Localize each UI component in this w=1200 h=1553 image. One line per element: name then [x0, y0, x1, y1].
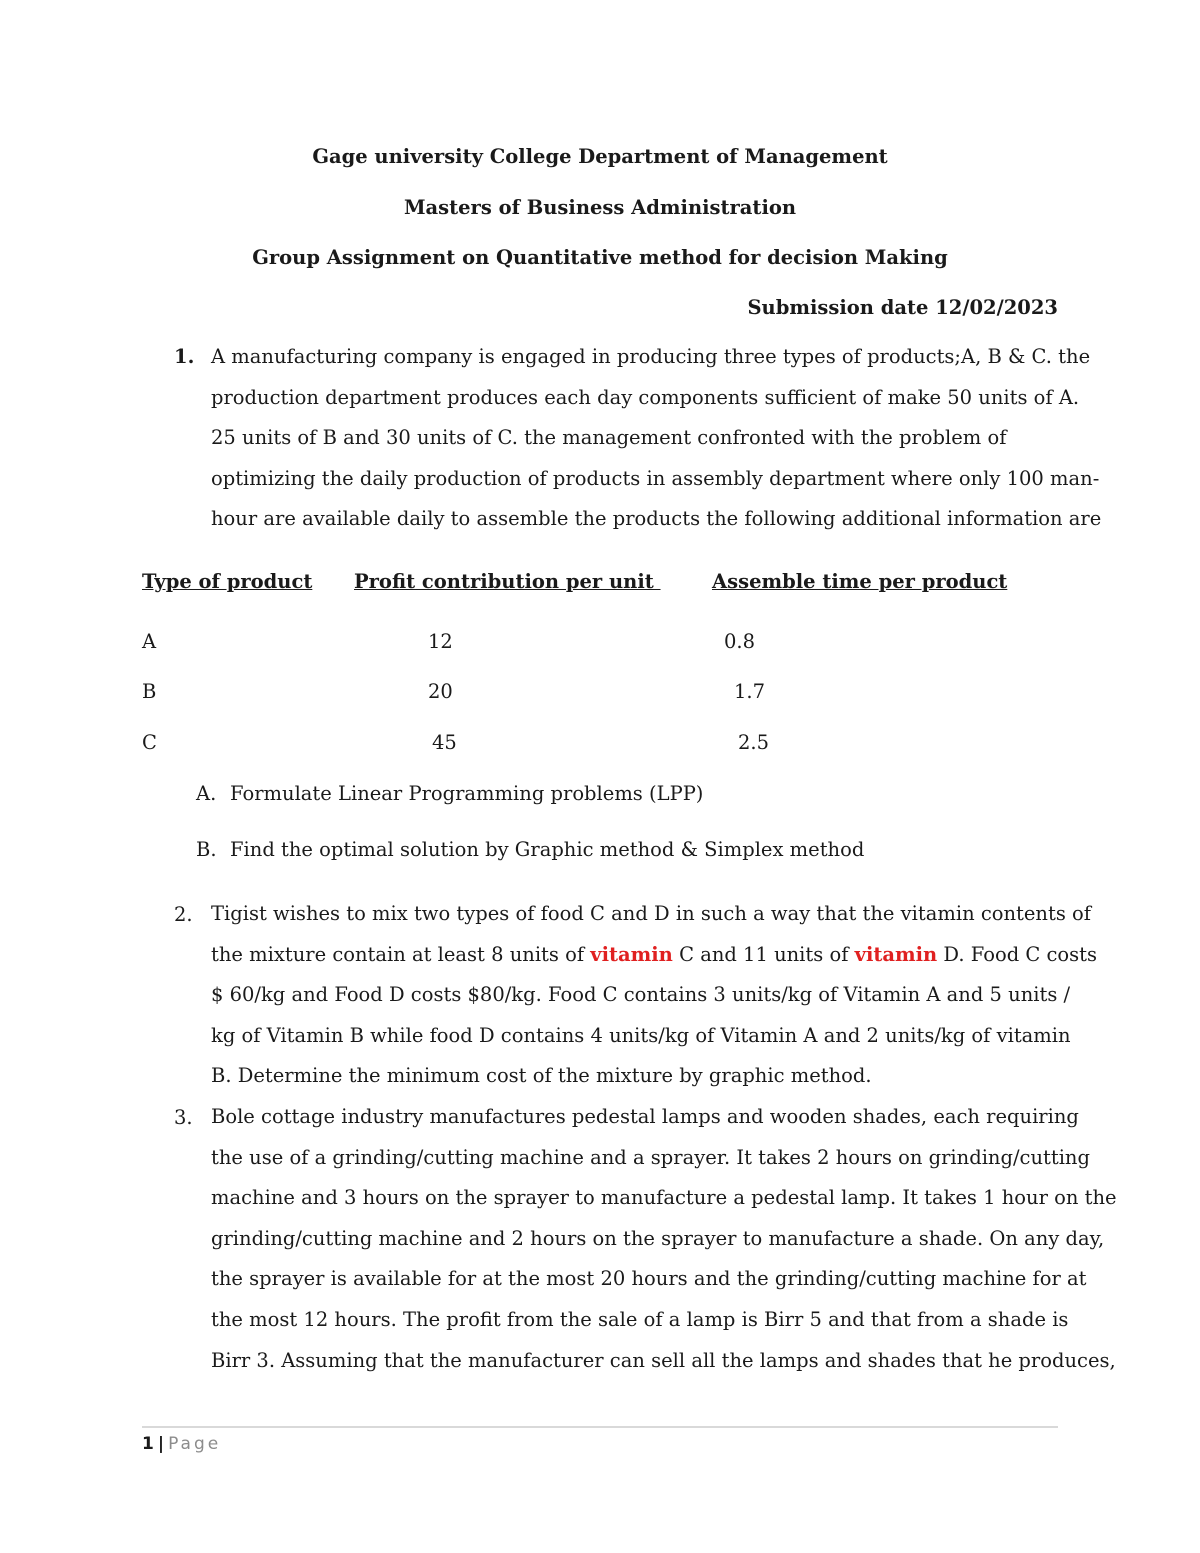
sub-question-letter: B.	[196, 838, 217, 861]
question-3-line: machine and 3 hours on the sprayer to manufacture a pedestal lamp. It takes 1 hour on the	[211, 1186, 1117, 1210]
table-cell-product: B	[142, 680, 157, 703]
question-2-line: Tigist wishes to mix two types of food C and D in such a way that the vitamin contents of	[211, 902, 1091, 925]
question-3-line: the sprayer is available for at the most 20 hours and the grinding/cutting machine for at	[211, 1267, 1087, 1291]
question-3-line: grinding/cutting machine and 2 hours on the sprayer to manufacture a shade. On any day,	[211, 1226, 1105, 1250]
program-heading: Masters of Business Administration	[403, 196, 797, 219]
question-2-line: $ 60/kg and Food D costs $80/kg. Food C contains 3 units/kg of Vitamin A and 5 units /	[211, 983, 1071, 1007]
question-1-line: A manufacturing company is engaged in producing three types of products;A, B & C. the	[211, 345, 1091, 368]
table-cell-profit: 12	[428, 630, 453, 653]
table-header-type: Type of product	[142, 570, 313, 593]
question-1-line: 25 units of B and 30 units of C. the management confronted with the problem of	[211, 426, 1007, 450]
table-cell-time: 2.5	[738, 731, 770, 754]
sub-question-b	[196, 838, 864, 861]
assignment-title: Group Assignment on Quantitative method for decision Making	[252, 246, 948, 269]
sub-question-letter: A.	[196, 782, 217, 805]
table-cell-product: C	[142, 731, 157, 754]
question-2-line: B. Determine the minimum cost of the mixture by graphic method.	[211, 1064, 872, 1088]
question-3-line: the most 12 hours. The profit from the sale of a lamp is Birr 5 and that from a shade is	[211, 1307, 1069, 1331]
highlighted-word: vitamin	[854, 942, 938, 966]
sub-question-a	[196, 782, 703, 805]
footer-divider	[142, 1426, 1058, 1428]
department-heading: Gage university College Department of Management	[312, 145, 888, 168]
page-label: Page	[168, 1434, 222, 1454]
table-cell-profit: 45	[432, 731, 457, 754]
table-cell-profit: 20	[428, 680, 453, 703]
question-3-text	[211, 1097, 1117, 1381]
question-3-line: the use of a grinding/cutting machine and a sprayer. It takes 2 hours on grinding/cutting	[211, 1145, 1090, 1169]
question-2-text	[211, 894, 1098, 1097]
question-2-line: kg of Vitamin B while food D contains 4 units/kg of Vitamin A and 2 units/kg of vitamin	[211, 1023, 1071, 1047]
table-header-profit: Profit contribution per unit	[354, 570, 661, 593]
table-cell-time: 0.8	[724, 630, 756, 653]
question-2-line: the mixture contain at least 8 units of vitamin C and 11 units of vitamin D. Food C costs	[211, 942, 1098, 966]
question-1-number: 1.	[174, 345, 195, 368]
question-3-line: Birr 3. Assuming that the manufacturer can sell all the lamps and shades that he produces,	[211, 1348, 1116, 1372]
question-2-number: 2.	[174, 903, 193, 926]
question-3-line: Bole cottage industry manufactures pedestal lamps and wooden shades, each requiring	[211, 1105, 1079, 1128]
sub-question-text: Formulate Linear Programming problems (LPP)	[230, 782, 704, 805]
footer-separator: |	[157, 1434, 165, 1454]
submission-date: Submission date 12/02/2023	[747, 296, 1058, 319]
page-number: 1	[142, 1434, 154, 1454]
table-cell-time: 1.7	[734, 680, 766, 703]
page-footer	[142, 1434, 221, 1454]
question-1-line: hour are available daily to assemble the products the following additional information are	[211, 507, 1102, 531]
question-3-number: 3.	[174, 1106, 193, 1129]
table-cell-product: A	[142, 630, 157, 653]
question-1-line: production department produces each day components sufficient of make 50 units of A.	[211, 385, 1080, 409]
question-1-line: optimizing the daily production of products in assembly department where only 100 man-	[211, 466, 1100, 490]
highlighted-word: vitamin	[590, 942, 673, 966]
question-1-text	[211, 337, 1102, 540]
sub-question-text: Find the optimal solution by Graphic method & Simplex method	[230, 838, 865, 861]
table-header-time: Assemble time per product	[712, 570, 1008, 593]
